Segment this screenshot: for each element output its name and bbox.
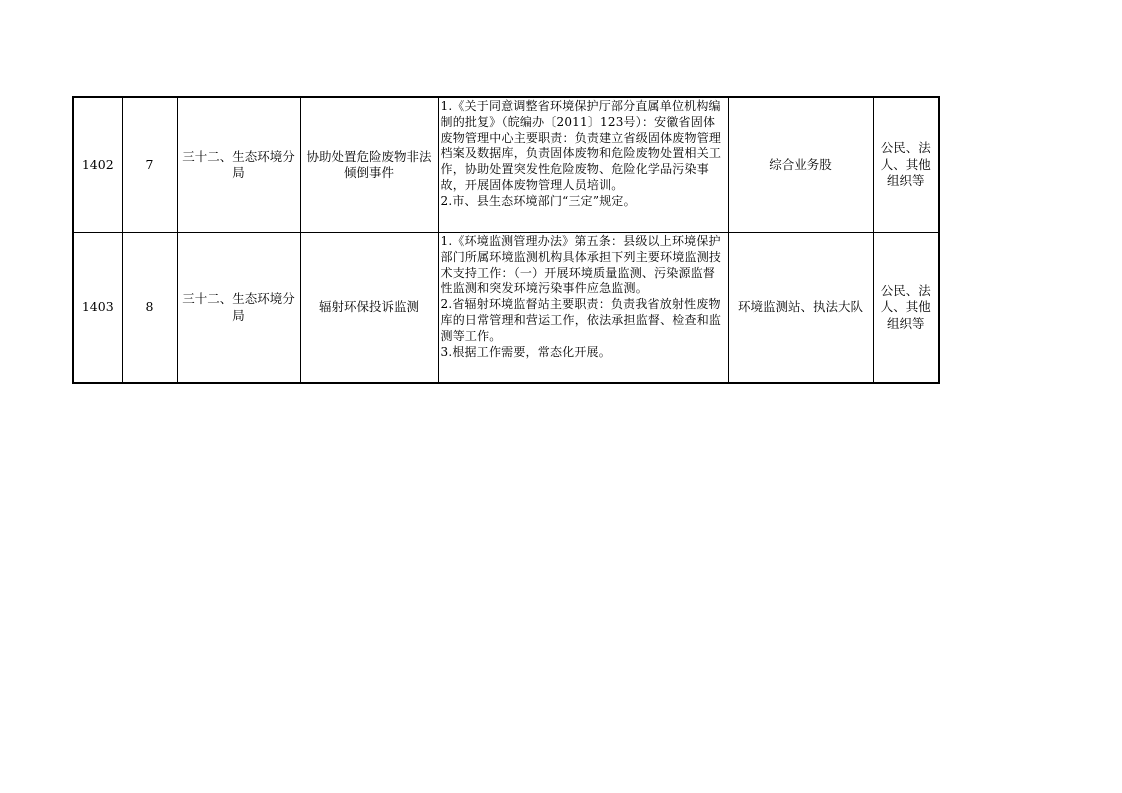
cell-basis <box>438 97 728 233</box>
cell-index: 8 <box>122 233 177 384</box>
cell-unit: 环境监测站、执法大队 <box>728 233 873 384</box>
basis-line: 1.《环境监测管理办法》第五条：县级以上环境保护部门所属环境监测机构具体承担下列主要环境监测技术支持工作：（一）开展环境质量监测、污染源监督性监测和突发环境污染事件应急监测。 <box>440 234 722 296</box>
basis-line: 2.省辐射环境监督站主要职责：负责我省放射性废物库的日常管理和营运工作，依法承担监督、检查和监测等工作。 <box>440 297 722 343</box>
cell-seq: 1403 <box>73 233 122 384</box>
table-row <box>73 233 939 384</box>
cell-item: 协助处置危险废物非法倾倒事件 <box>300 97 438 233</box>
cell-unit: 综合业务股 <box>728 97 873 233</box>
cell-department: 三十二、生态环境分局 <box>177 97 300 233</box>
cell-index: 7 <box>122 97 177 233</box>
cell-item: 辐射环保投诉监测 <box>300 233 438 384</box>
duty-list-table <box>72 96 940 384</box>
basis-line: 2.市、县生态环境部门“三定”规定。 <box>440 193 636 208</box>
basis-line: 3.根据工作需要，常态化开展。 <box>440 344 611 359</box>
basis-line: 1.《关于同意调整省环境保护厅部分直属单位机构编制的批复》（皖编办〔2011〕123号）：安徽省固体废物管理中心主要职责：负责建立省级固体废物管理档案及数据库，负责固体废物和危险废物处置相关工作，协助处置突发性危险废物、危险化学品污染事故，开展固体废物管理人员培训。 <box>440 99 722 192</box>
table-row <box>73 97 939 233</box>
cell-seq: 1402 <box>73 97 122 233</box>
cell-target: 公民、法人、其他组织等 <box>873 233 939 384</box>
cell-department: 三十二、生态环境分局 <box>177 233 300 384</box>
cell-basis <box>438 233 728 384</box>
cell-target: 公民、法人、其他组织等 <box>873 97 939 233</box>
